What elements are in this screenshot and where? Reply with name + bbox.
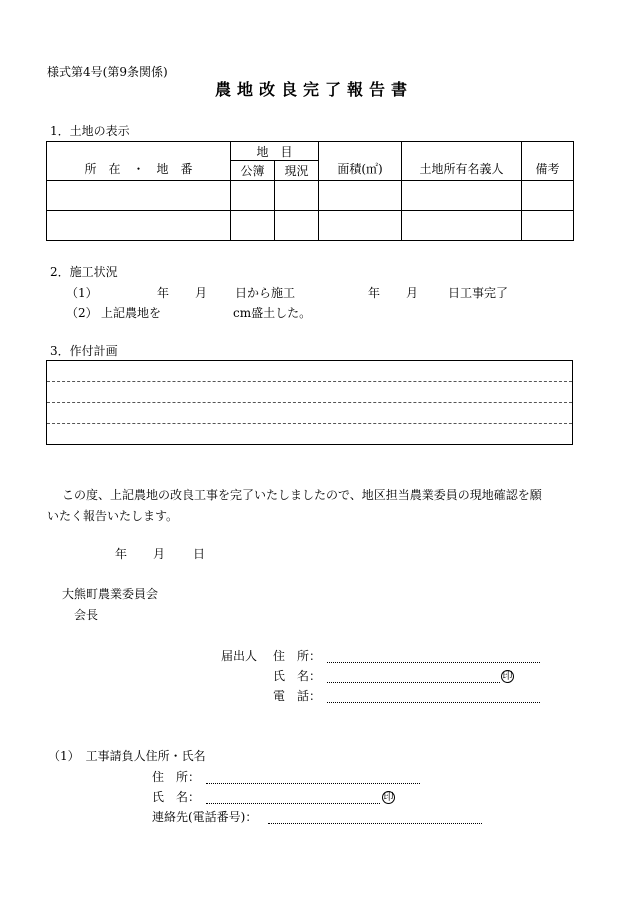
col-area: 面積(㎡): [319, 142, 402, 181]
col-koubo: 公簿: [231, 161, 275, 181]
line2-num: （2）: [66, 306, 98, 320]
contractor-name-field[interactable]: [206, 791, 380, 804]
cell-genkyo[interactable]: [275, 181, 319, 211]
table-row: [47, 211, 574, 241]
end-month: 月: [406, 286, 419, 300]
date-day: 日: [193, 547, 206, 561]
applicant-address-label: 住 所：: [273, 649, 322, 663]
contractor-address-label: 住 所：: [152, 770, 201, 784]
cell-area[interactable]: [319, 181, 402, 211]
applicant-name-field[interactable]: [327, 670, 500, 683]
cell-area[interactable]: [319, 211, 402, 241]
cell-remarks[interactable]: [522, 181, 574, 211]
col-genkyo: 現況: [275, 161, 319, 181]
applicant-name-label: 氏 名：: [273, 669, 322, 683]
end-year: 年: [368, 286, 381, 300]
contractor-name-label: 氏 名：: [152, 790, 201, 804]
cell-location[interactable]: [47, 211, 231, 241]
form-number: 様式第4号(第9条関係): [47, 65, 168, 79]
section3-heading: 3．作付計画: [50, 344, 118, 358]
section2-heading: 2．施工状況: [50, 265, 118, 279]
contractor-address-field[interactable]: [206, 771, 420, 784]
line2-text: 上記農地を: [101, 306, 162, 320]
applicant-phone-field[interactable]: [327, 690, 540, 703]
land-table: [46, 141, 574, 241]
end-text: 日工事完了: [448, 286, 509, 300]
col-owner: 土地所有名義人: [402, 142, 522, 181]
table-row: [47, 181, 574, 211]
line1-num: （1）: [66, 286, 98, 300]
line2-unit: cm盛土した。: [233, 306, 312, 320]
start-year: 年: [157, 286, 170, 300]
seal-icon: 印: [502, 671, 513, 682]
plan-line[interactable]: [47, 361, 572, 382]
cell-owner[interactable]: [402, 211, 522, 241]
col-remarks: 備考: [522, 142, 574, 181]
start-text: 日から施工: [235, 286, 296, 300]
col-location: 所 在 ・ 地 番: [47, 142, 231, 181]
plan-line[interactable]: [47, 424, 572, 444]
planting-plan-box[interactable]: [46, 360, 573, 445]
cell-location[interactable]: [47, 181, 231, 211]
body-line1: この度、上記農地の改良工事を完了いたしましたので、地区担当農業委員の現地確認を願: [62, 488, 542, 502]
cell-koubo[interactable]: [231, 211, 275, 241]
cell-owner[interactable]: [402, 181, 522, 211]
cell-remarks[interactable]: [522, 211, 574, 241]
applicant-label: 届出人: [221, 649, 258, 663]
cell-genkyo[interactable]: [275, 211, 319, 241]
seal-icon: 印: [383, 792, 394, 803]
page-title: 農地改良完了報告書: [215, 80, 414, 99]
col-chimoku: 地 目: [231, 142, 319, 161]
contractor-heading: （1） 工事請負人住所・氏名: [48, 749, 206, 763]
date-month: 月: [153, 547, 166, 561]
recipient-org: 大熊町農業委員会: [62, 587, 159, 601]
contractor-contact-field[interactable]: [268, 811, 482, 824]
date-year: 年: [115, 547, 128, 561]
recipient-title: 会長: [74, 608, 99, 622]
applicant-address-field[interactable]: [327, 650, 540, 663]
contractor-contact-label: 連絡先(電話番号)：: [152, 810, 258, 824]
plan-line[interactable]: [47, 403, 572, 424]
plan-line[interactable]: [47, 382, 572, 403]
body-line2: いたく報告いたします。: [47, 509, 179, 523]
section1-heading: 1．土地の表示: [50, 124, 130, 138]
cell-koubo[interactable]: [231, 181, 275, 211]
applicant-phone-label: 電 話：: [273, 689, 322, 703]
start-month: 月: [195, 286, 208, 300]
